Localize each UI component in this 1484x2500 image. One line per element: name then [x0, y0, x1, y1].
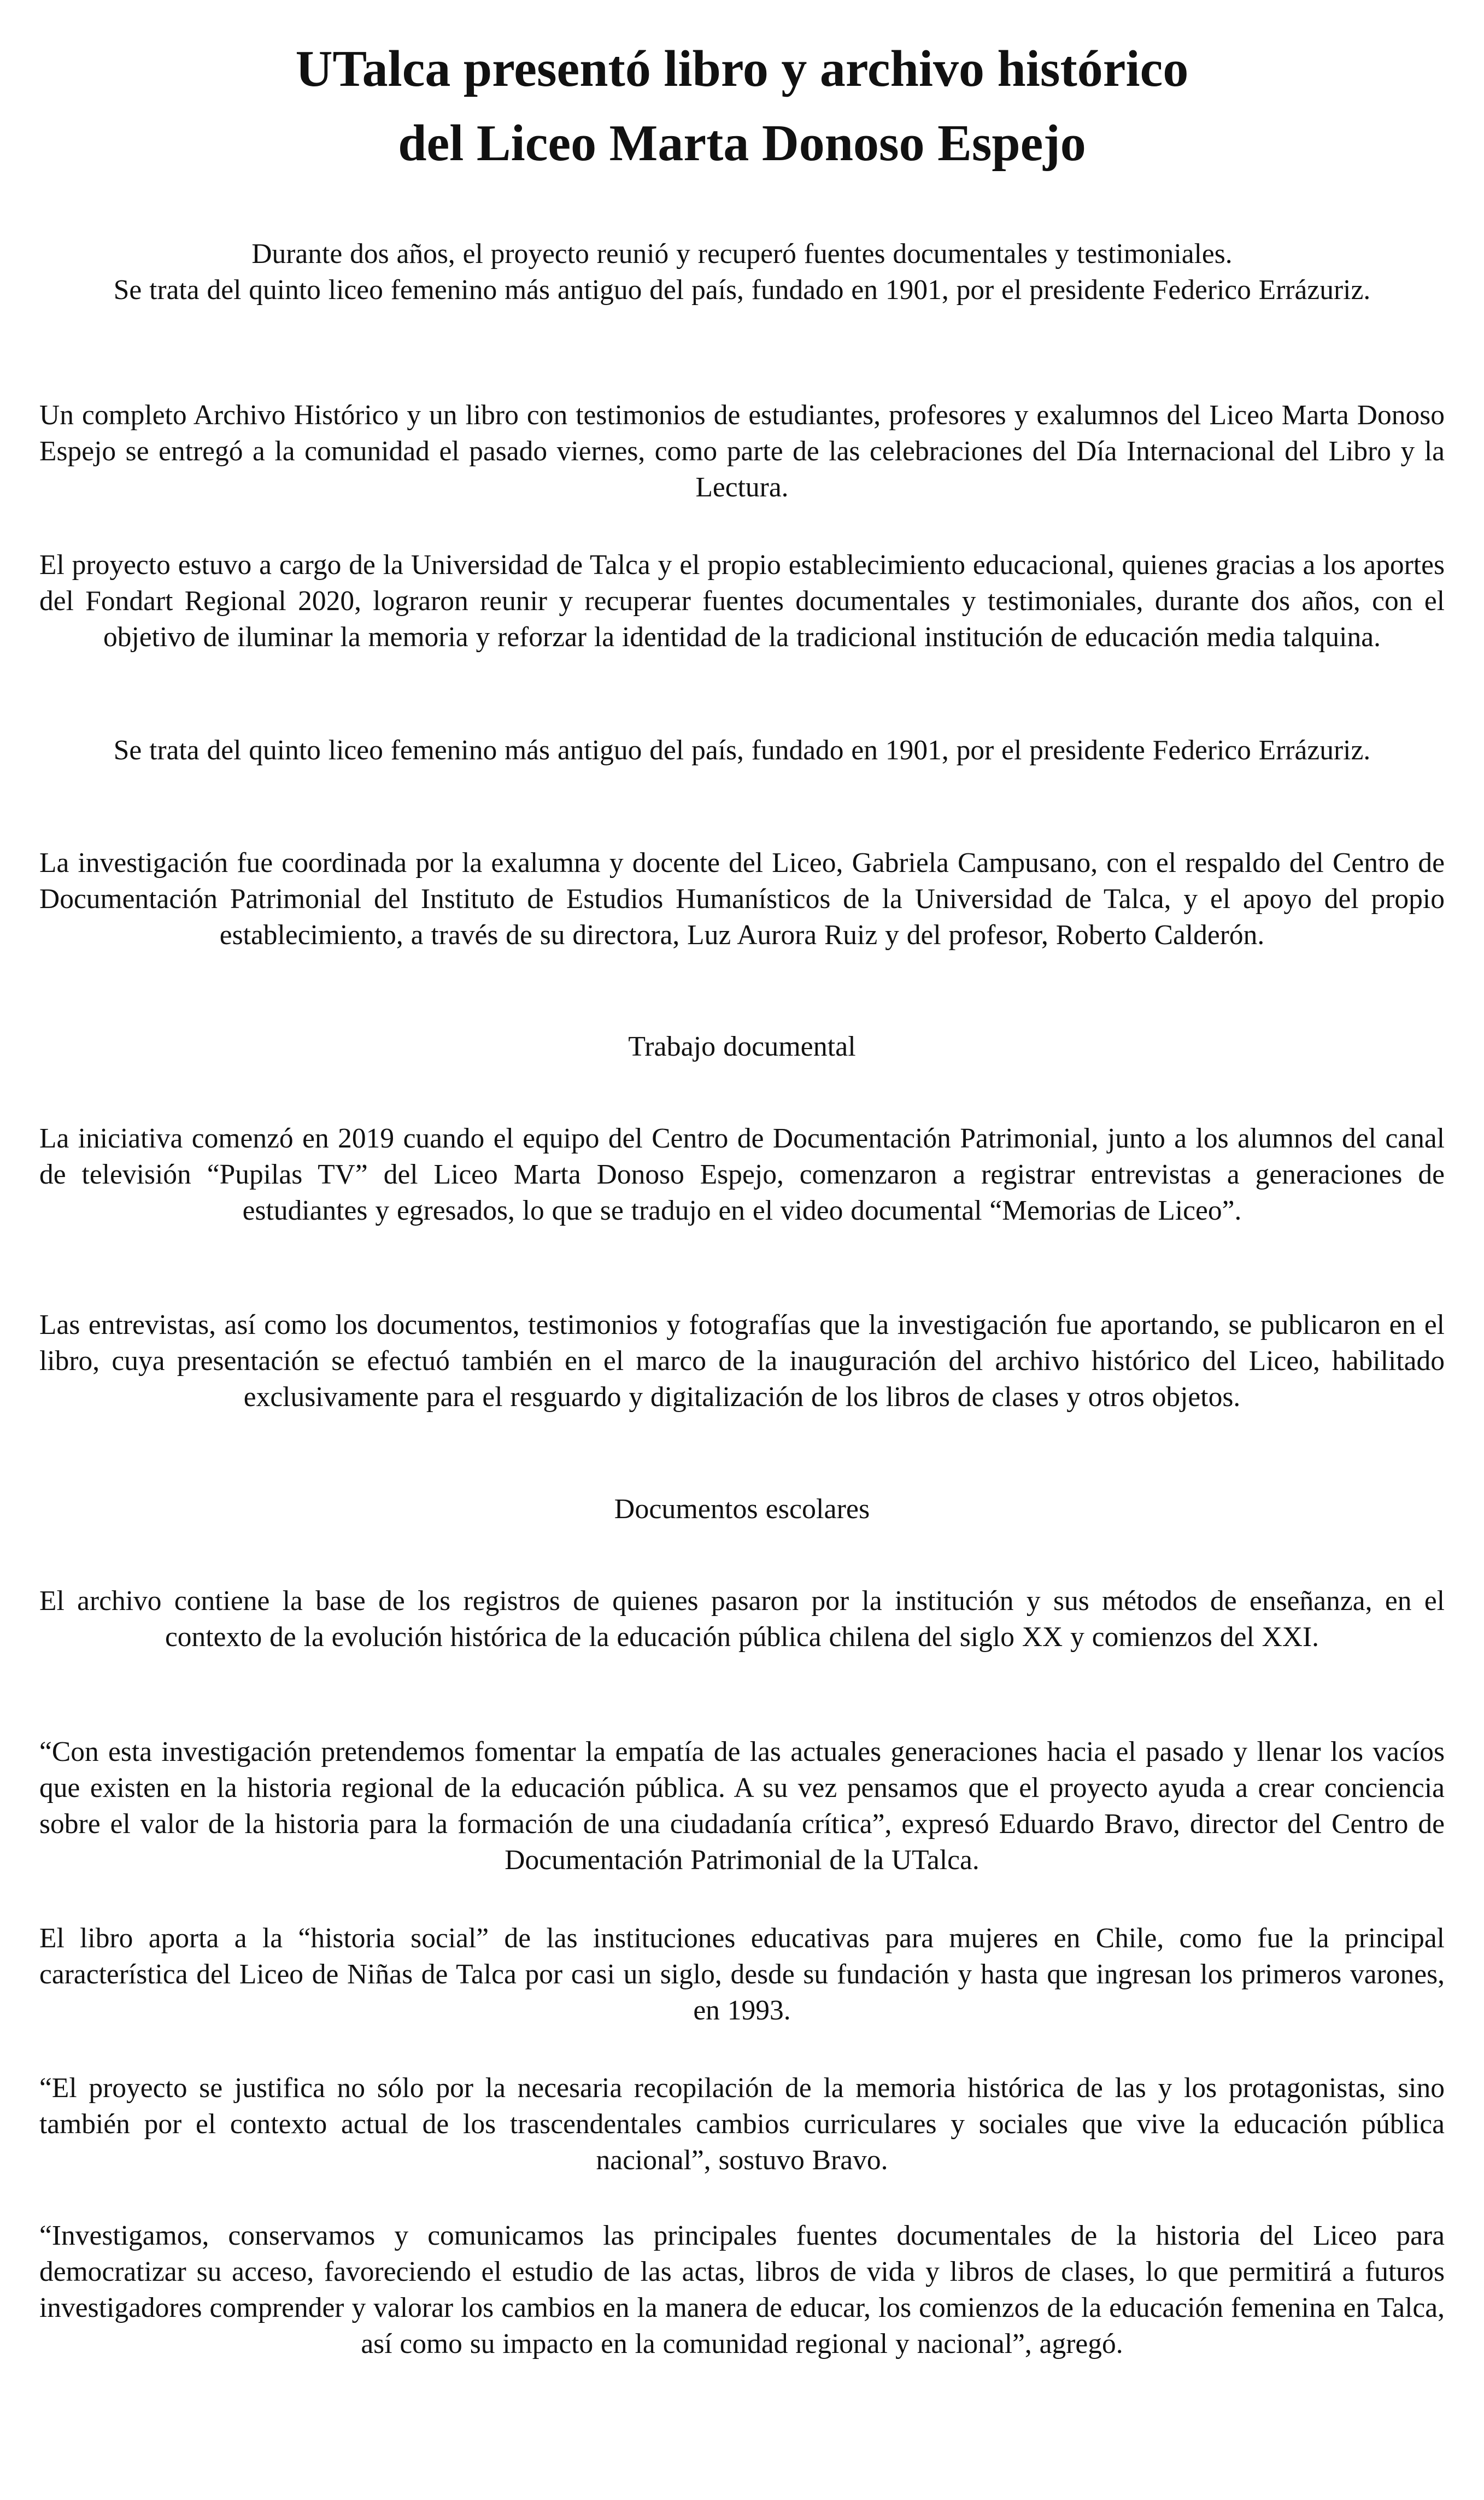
paragraph-5: La iniciativa comenzó en 2019 cuando el equipo del Centro de Documentación Patrimonial, junto a los alumnos del canal de televisión “Pupilas TV” del Liceo Marta Donoso Espejo, comenzaron a registrar entrevistas a generaciones de estudiantes y egresados, lo que se tradujo en el video documental “Memorias de Liceo”.: [39, 1123, 1445, 1226]
paragraph-2: El proyecto estuvo a cargo de la Universidad de Talca y el propio establecimiento educacional, quienes gracias a los aportes del Fondart Regional 2020, lograron reunir y recuperar fuentes documentales y testimoniales, durante dos años, con el objetivo de iluminar la memoria y reforzar la identidad de la tradicional institución de educación media talquina.: [39, 549, 1445, 653]
title-line-2: del Liceo Marta Donoso Espejo: [398, 115, 1086, 172]
paragraph-7: El archivo contiene la base de los registros de quienes pasaron por la institución y sus métodos de enseñanza, en el contexto de la evolución histórica de la educación pública chilena del siglo XX y comienzos del XXI.: [39, 1585, 1445, 1653]
paragraph-3: Se trata del quinto liceo femenino más antiguo del país, fundado en 1901, por el presidente Federico Errázuriz.: [113, 735, 1371, 766]
subheading-trabajo-documental: Trabajo documental: [628, 1031, 856, 1062]
paragraph-6: Las entrevistas, así como los documentos, testimonios y fotografías que la investigación fue aportando, se publicaron en el libro, cuya presentación se efectuó también en el marco de la inauguración del archivo histórico del Liceo, habilitado exclusivamente para el resguardo y digitalización de los libros de clases y otros objetos.: [39, 1309, 1445, 1413]
subheading-documentos-escolares: Documentos escolares: [614, 1494, 870, 1525]
paragraph-9: El libro aporta a la “historia social” de las instituciones educativas para mujeres en Chile, como fue la principal característica del Liceo de Niñas de Talca por casi un siglo, desde su fundación y hasta que ingresan los primeros varones, en 1993.: [39, 1923, 1445, 2026]
lead-line-1: Durante dos años, el proyecto reunió y recuperó fuentes documentales y testimoniales.: [251, 238, 1233, 270]
paragraph-11: “Investigamos, conservamos y comunicamos las principales fuentes documentales de la historia del Liceo para democratizar su acceso, favoreciendo el estudio de las actas, libros de vida y libros de clases, lo que permitirá a futuros investigadores comprender y valorar los cambios en la manera de educar, los comienzos de la educación femenina en Talca, así como su impacto en la comunidad regional y nacional”, agregó.: [39, 2220, 1445, 2360]
title-line-1: UTalca presentó libro y archivo histórico: [295, 40, 1189, 97]
paragraph-1: Un completo Archivo Histórico y un libro con testimonios de estudiantes, profesores y exalumnos del Liceo Marta Donoso Espejo se entregó a la comunidad el pasado viernes, como parte de las celebraciones del Día Internacional del Libro y la Lectura.: [39, 400, 1445, 503]
article-title: [109, 32, 1375, 180]
paragraph-8: “Con esta investigación pretendemos fomentar la empatía de las actuales generaciones hacia el pasado y llenar los vacíos que existen en la historia regional de la educación pública. A su vez pensamos que el proyecto ayuda a crear conciencia sobre el valor de la historia para la formación de una ciudadanía crítica”, expresó Eduardo Bravo, director del Centro de Documentación Patrimonial de la UTalca.: [39, 1736, 1445, 1876]
lead-line-2: Se trata del quinto liceo femenino más antiguo del país, fundado en 1901, por el presidente Federico Errázuriz.: [113, 274, 1371, 306]
paragraph-4: La investigación fue coordinada por la exalumna y docente del Liceo, Gabriela Campusano, con el respaldo del Centro de Documentación Patrimonial del Instituto de Estudios Humanísticos de la Universidad de Talca, y el apoyo del propio establecimiento, a través de su directora, Luz Aurora Ruiz y del profesor, Roberto Calderón.: [39, 847, 1445, 951]
paragraph-10: “El proyecto se justifica no sólo por la necesaria recopilación de la memoria histórica de las y los protagonistas, sino también por el contexto actual de los trascendentales cambios curriculares y sociales que vive la educación pública nacional”, sostuvo Bravo.: [39, 2072, 1445, 2176]
